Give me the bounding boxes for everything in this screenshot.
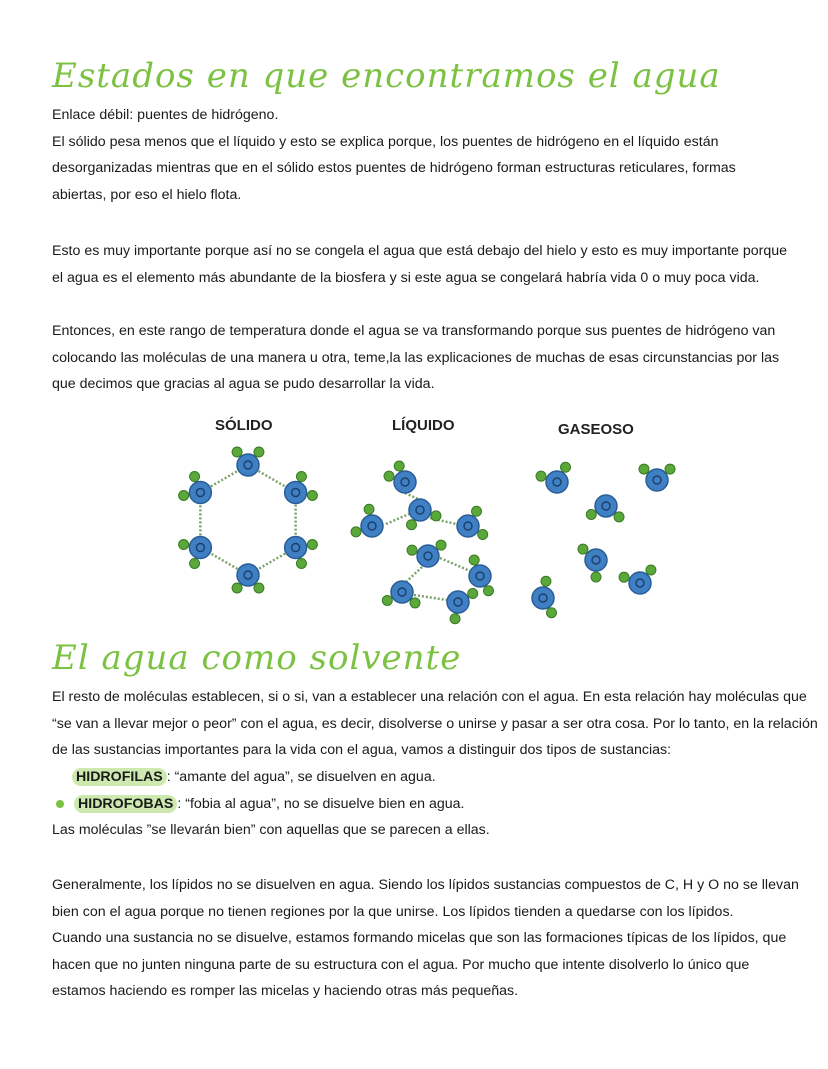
label-gas: GASEOSO (558, 421, 634, 438)
oxygen-atom (361, 515, 383, 537)
bullet-dot-icon (56, 800, 64, 808)
hydrogen-atom (307, 540, 317, 550)
hydrogen-atom (296, 558, 306, 568)
paragraph-importancia (52, 238, 792, 291)
hydrogen-atom (431, 511, 441, 521)
oxygen-atom (189, 537, 211, 559)
hydrogen-atom (639, 464, 649, 474)
definition-hidrofobas (52, 791, 792, 818)
paragraph-relacion (52, 684, 818, 764)
text-line: de las sustancias importantes para la vida con el agua, vamos a distinguir dos tipos de sustancias: (52, 742, 672, 758)
text-line: desorganizadas mientras que en el sólido estos puentes de hidrógeno forman estructuras reticulares, formas (52, 160, 736, 176)
paragraph-lipidos (52, 872, 799, 1005)
hydrogen-bond (440, 558, 470, 571)
oxygen-atom (447, 591, 469, 613)
label-solid: SÓLIDO (215, 417, 273, 434)
term-description: : “fobia al agua”, no se disuelve bien en agua. (177, 795, 465, 812)
hydrogen-atom (450, 614, 460, 624)
text-line: abiertas, por eso el hielo flota. (52, 186, 242, 203)
oxygen-atom (237, 564, 259, 586)
molecule-layer (179, 447, 675, 624)
hydrogen-atom (407, 545, 417, 555)
oxygen-atom (285, 482, 307, 504)
oxygen-atom (469, 565, 491, 587)
text-line: hacen que no junten ninguna parte de su estructura con el agua. Por mucho que intente disolverlo lo único que (52, 956, 750, 973)
oxygen-atom (646, 469, 668, 491)
oxygen-atom (237, 454, 259, 476)
oxygen-atom (457, 515, 479, 537)
text-line: Esto es muy importante porque así no se congela el agua que está debajo del hielo y esto es muy importante porque (52, 243, 788, 259)
hydrogen-atom (407, 520, 417, 530)
hydrogen-atom (384, 471, 394, 481)
term-description: : “amante del agua”, se disuelven en agua. (166, 769, 436, 785)
hydrogen-atom (382, 596, 392, 606)
hydrogen-atom (351, 527, 361, 537)
hydrogen-atom (296, 472, 306, 482)
hydrogen-atom (307, 490, 317, 500)
hydrogen-atom (190, 472, 200, 482)
hydrogen-atom (364, 504, 374, 514)
water-states-figure (160, 406, 680, 631)
hydrogen-atom (586, 510, 596, 520)
hydrogen-atom (469, 555, 479, 565)
hydrogen-bond (211, 471, 238, 486)
closing-sentence: Las moléculas ”se llevarán bien” con aquellas que se parecen a ellas. (52, 822, 490, 838)
hydrogen-atom (536, 471, 546, 481)
oxygen-atom (409, 499, 431, 521)
hydrogen-atom (547, 608, 557, 618)
hydrogen-atom (436, 540, 446, 550)
hydrogen-bond (386, 514, 409, 524)
text-line: bien con el agua porque no tienen regiones por la que unirse. Los lípidos tienden a quedarse con los lípidos. (52, 903, 734, 920)
hydrogen-atom (179, 540, 189, 550)
oxygen-atom (585, 549, 607, 571)
hydrogen-atom (254, 447, 264, 457)
hydrogen-atom (561, 462, 571, 472)
text-line: que decimos que gracias al agua se pudo desarrollar la vida. (52, 376, 435, 392)
hydrogen-atom (179, 490, 189, 500)
text-line: Entonces, en este rango de temperatura donde el agua se va transformando porque sus puentes de hidrógeno van (52, 323, 776, 339)
definitions-list (52, 764, 792, 844)
text-line: Generalmente, los lípidos no se disuelven en agua. Siendo los lípidos sustancias compuestos de C, H y O no se llevan (52, 877, 799, 893)
hydrogen-bond (405, 493, 418, 499)
paragraph-temperatura (52, 318, 792, 398)
oxygen-atom (595, 495, 617, 517)
hydrogen-atom (254, 583, 264, 593)
hydrogen-atom (190, 558, 200, 568)
text-line: el agua es el elemento más abundante de la biosfera y si este agua se congelará habría vida 0 o muy poca vida. (52, 269, 760, 286)
oxygen-atom (285, 537, 307, 559)
hydrogen-atom (468, 589, 478, 599)
hydrogen-atom (232, 447, 242, 457)
text-line: Enlace débil: puentes de hidrógeno. (52, 107, 279, 123)
hydrogen-atom (478, 530, 488, 540)
paragraph-enlace (52, 102, 792, 208)
hydrogen-bond (211, 554, 238, 569)
text-line: colocando las moléculas de una manera u otra, teme,la las explicaciones de muchas de esas circunstancias por las (52, 349, 780, 366)
hydrogen-atom (591, 572, 601, 582)
hydrogen-atom (484, 586, 494, 596)
oxygen-atom (532, 587, 554, 609)
oxygen-atom (629, 572, 651, 594)
text-line: Cuando una sustancia no se disuelve, estamos formando micelas que son las formaciones típicas de los lípidos, que (52, 930, 787, 946)
text-line: “se van a llevar mejor o peor” con el agua, es decir, disolverse o unirse y pasar a ser otra cosa. Por lo tanto, en la relación (52, 715, 818, 732)
hydrogen-atom (578, 544, 588, 554)
oxygen-atom (546, 471, 568, 493)
text-line: El sólido pesa menos que el líquido y esto se explica porque, los puentes de hidrógeno en el líquido están (52, 133, 719, 150)
term-highlight: HIDROFOBAS (74, 795, 177, 813)
label-liquid: LÍQUIDO (392, 417, 455, 434)
text-line: El resto de moléculas establecen, si o si, van a establecer una relación con el agua. En esta relación hay moléculas que (52, 689, 807, 705)
oxygen-atom (417, 545, 439, 567)
section-title-estados: Estados en que encontramos el agua (52, 56, 721, 96)
hydrogen-atom (410, 598, 420, 608)
term-highlight: HIDROFILAS (72, 768, 167, 786)
hydrogen-bond (258, 554, 285, 569)
hydrogen-bond (258, 471, 285, 486)
definition-hidrofilas (52, 764, 792, 791)
oxygen-atom (394, 471, 416, 493)
hydrogen-atom (394, 461, 404, 471)
section-title-solvente: El agua como solvente (52, 638, 462, 678)
hydrogen-atom (541, 576, 551, 586)
hydrogen-atom (472, 506, 482, 516)
hydrogen-atom (665, 464, 675, 474)
oxygen-atom (189, 482, 211, 504)
hydrogen-atom (232, 583, 242, 593)
hydrogen-atom (646, 565, 656, 575)
hydrogen-atom (619, 572, 629, 582)
text-line: estamos haciendo es romper las micelas y haciendo otras más pequeñas. (52, 983, 519, 999)
hydrogen-bond (406, 567, 422, 582)
oxygen-atom (391, 581, 413, 603)
hydrogen-atom (614, 512, 624, 522)
